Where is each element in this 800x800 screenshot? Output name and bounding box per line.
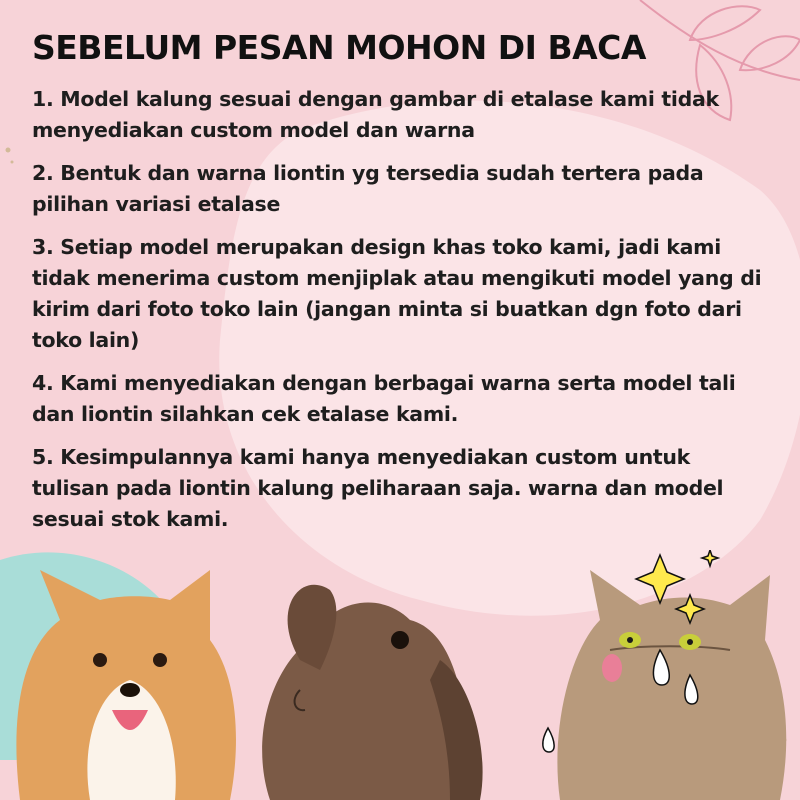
pets-illustration bbox=[0, 550, 800, 800]
notice-item-5: 5. Kesimpulannya kami hanya menyediakan custom untuk tulisan pada liontin kalung peliharaan saja. warna dan model sesuai stok kami. bbox=[32, 445, 724, 532]
notice-item-4: 4. Kami menyediakan dengan berbagai warna serta model tali dan liontin silahkan cek etalase kami. bbox=[32, 371, 736, 427]
brown-rabbit-image bbox=[262, 585, 482, 800]
notice-content bbox=[32, 30, 772, 547]
notice-title: SEBELUM PESAN MOHON DI BACA bbox=[32, 28, 646, 67]
corgi-puppy-image bbox=[16, 570, 236, 800]
notice-item-1: 1. Model kalung sesuai dengan gambar di etalase kami tidak menyediakan custom model dan warna bbox=[32, 87, 719, 143]
tabby-cat-image bbox=[557, 570, 786, 800]
notice-item-3: 3. Setiap model merupakan design khas toko kami, jadi kami tidak menerima custom menjiplak atau mengikuti model yang di kirim dari foto toko lain (jangan minta si buatkan dgn foto dari toko lain) bbox=[32, 235, 762, 353]
notice-item-2: 2. Bentuk dan warna liontin yg tersedia sudah tertera pada pilihan variasi etalase bbox=[32, 161, 704, 217]
